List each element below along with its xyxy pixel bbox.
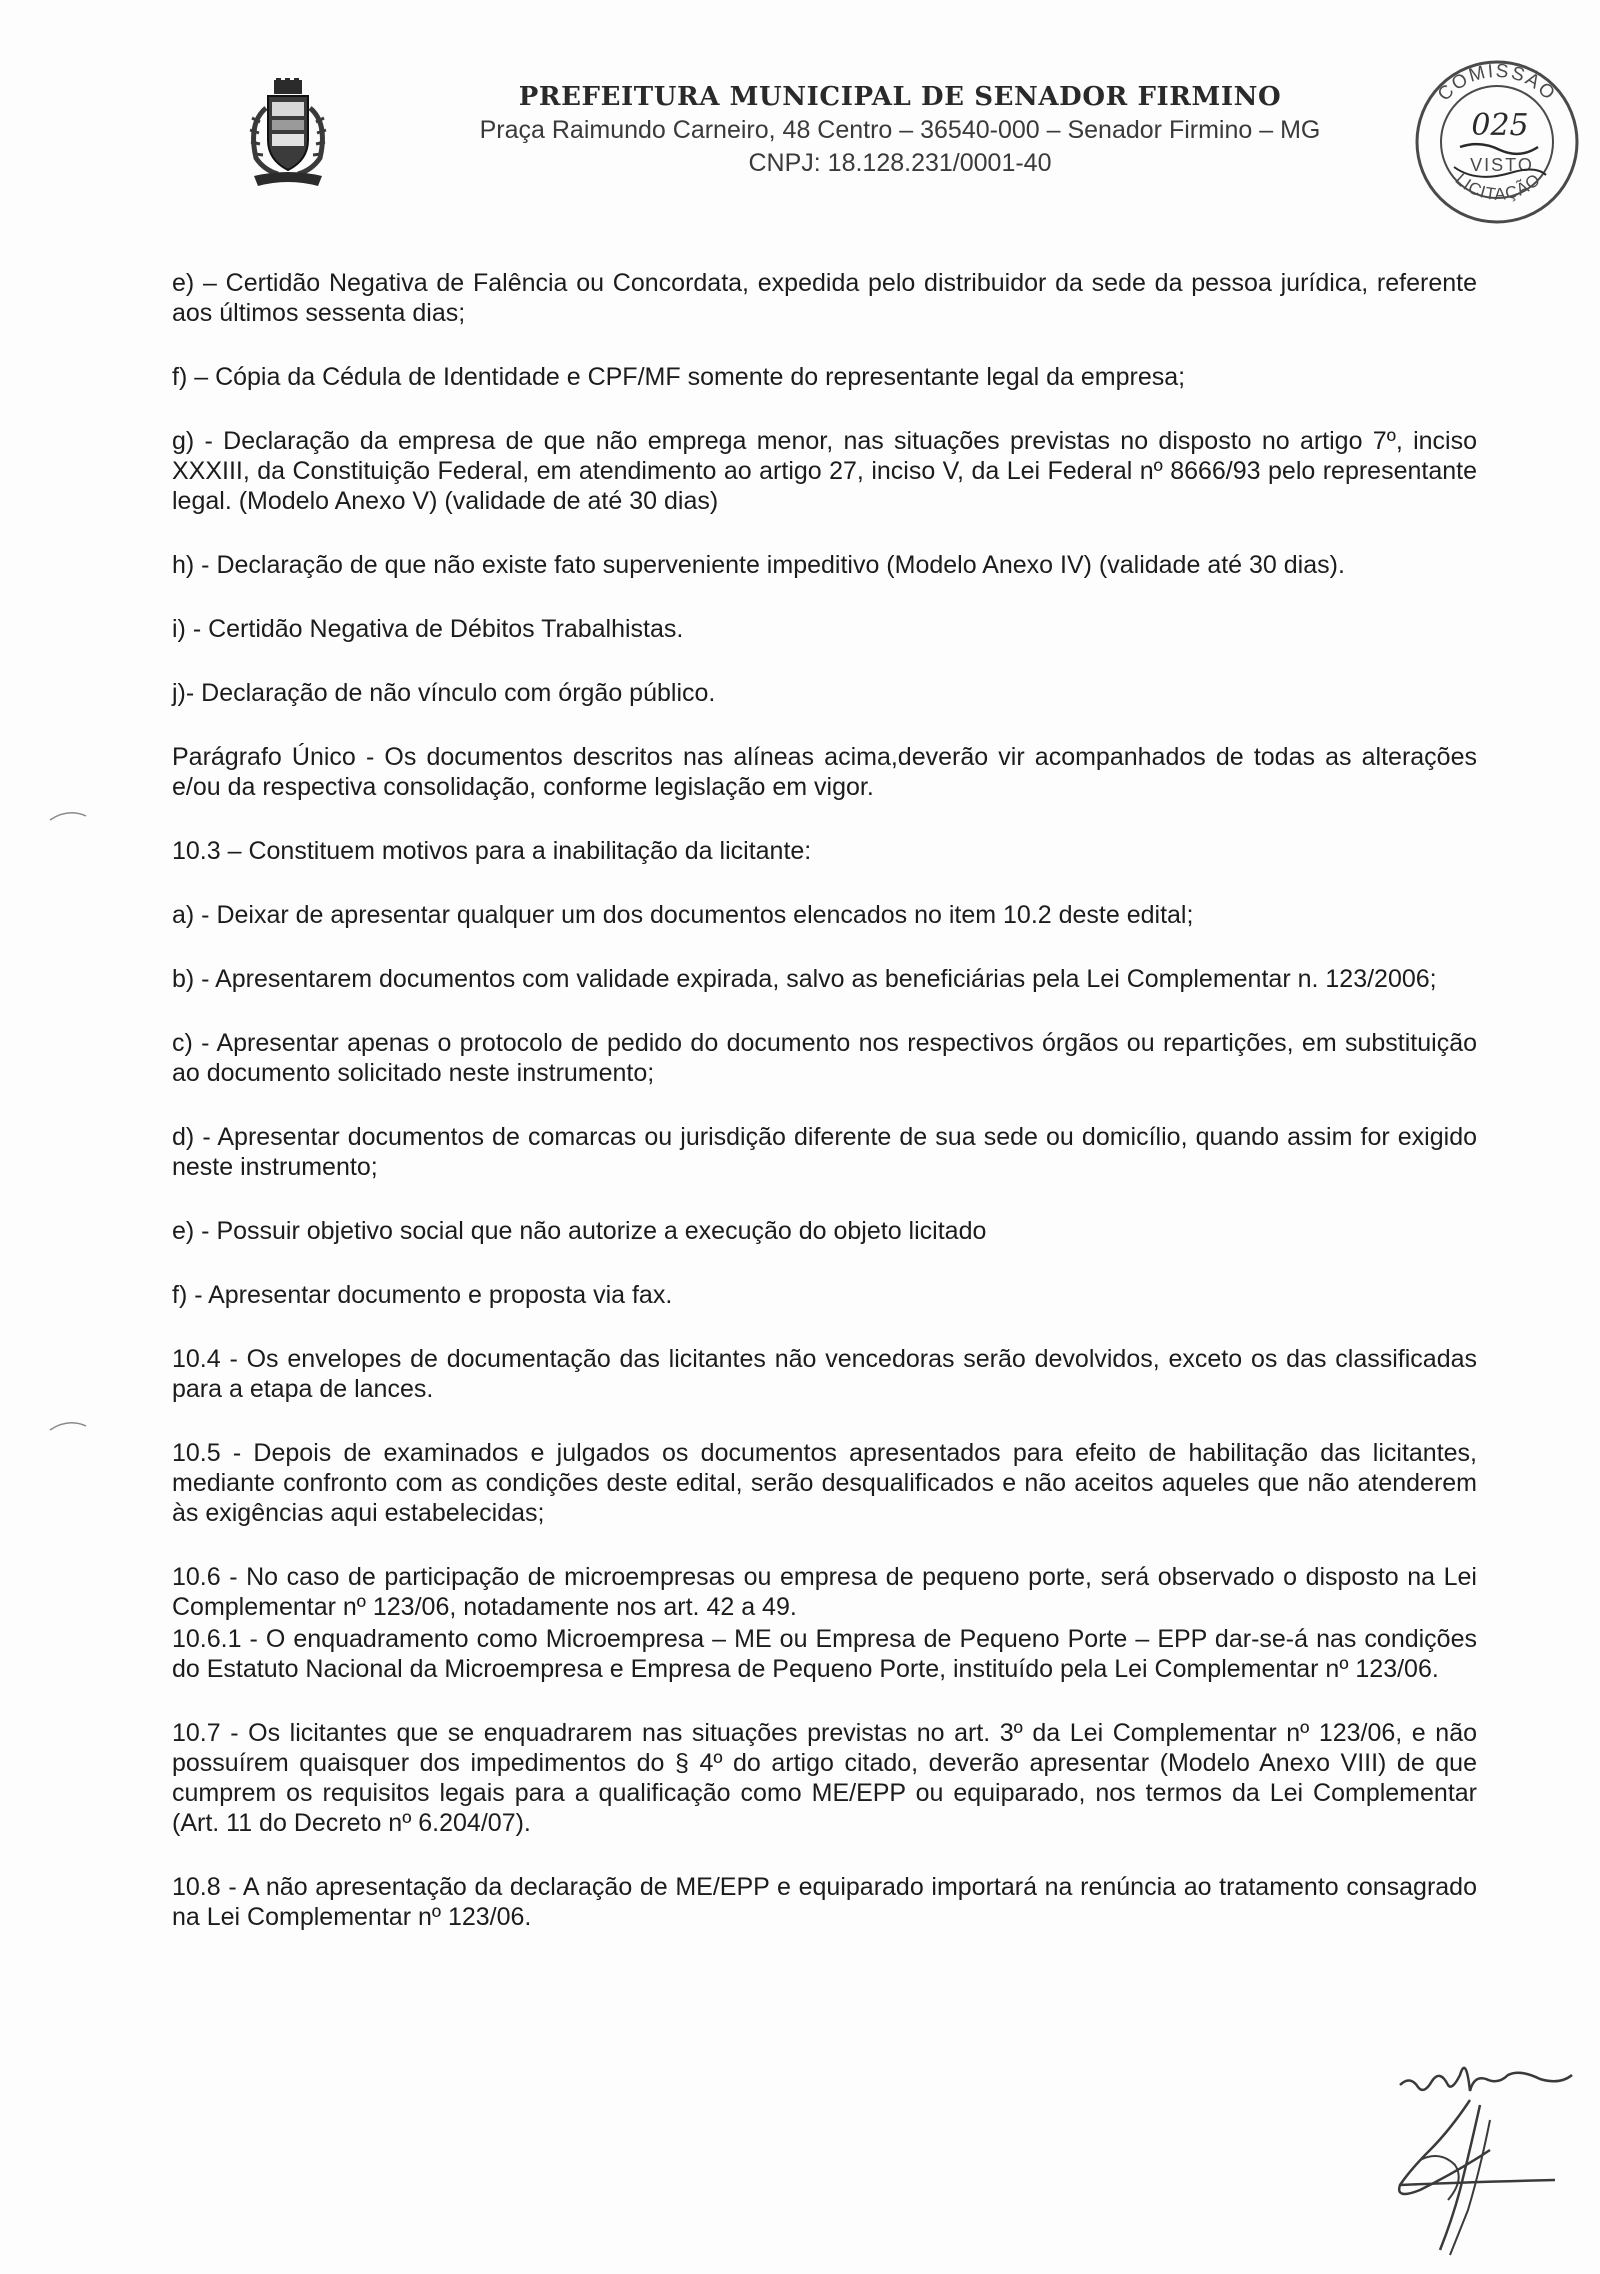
section-10-4: 10.4 - Os envelopes de documentação das licitantes não vencedoras serão devolvidos, exceto os das classificadas para a etapa de lances. bbox=[172, 1345, 1477, 1403]
clause-10-3-a: a) - Deixar de apresentar qualquer um dos documentos elencados no item 10.2 deste edital; bbox=[172, 901, 1194, 929]
section-10-7: 10.7 - Os licitantes que se enquadrarem nas situações previstas no art. 3º da Lei Complementar nº 123/06, e não possuírem quaisquer dos impedimentos do § 4º do artigo citado, deverão apresentar (Modelo Anexo VIII) de que cumprem os requisitos legais para a qualificação como ME/EPP ou equiparado, nos termos da Lei Complementar (Art. 11 do Decreto nº 6.204/07). bbox=[172, 1719, 1477, 1837]
stamp-middle-text: VISTO bbox=[1470, 155, 1534, 175]
clause-10-3-f: f) - Apresentar documento e proposta via fax. bbox=[172, 1281, 673, 1309]
clause-e-bankruptcy-certificate: e) – Certidão Negativa de Falência ou Concordata, expedida pelo distribuidor da sede da pessoa jurídica, referente aos últimos sessenta dias; bbox=[172, 269, 1477, 327]
clause-h-impediment-declaration: h) - Declaração de que não existe fato superveniente impeditivo (Modelo Anexo IV) (validade até 30 dias). bbox=[172, 551, 1345, 579]
section-10-3-heading: 10.3 – Constituem motivos para a inabilitação da licitante: bbox=[172, 837, 812, 865]
margin-mark-icon bbox=[48, 808, 88, 822]
organization-cnpj: CNPJ: 18.128.231/0001-40 bbox=[748, 149, 1052, 177]
section-10-8: 10.8 - A não apresentação da declaração de ME/EPP e equiparado importará na renúncia ao tratamento consagrado na Lei Complementar nº 123/06. bbox=[172, 1873, 1477, 1931]
clause-j-no-public-link-declaration: j)- Declaração de não vínculo com órgão público. bbox=[172, 679, 716, 707]
clause-10-3-c: c) - Apresentar apenas o protocolo de pedido do documento nos respectivos órgãos ou repartições, em substituição ao documento solicitado neste instrumento; bbox=[172, 1029, 1477, 1087]
section-10-6: 10.6 - No caso de participação de microempresas ou empresa de pequeno porte, será observado o disposto na Lei Complementar nº 123/06, notadamente nos art. 42 a 49. bbox=[172, 1563, 1477, 1621]
clause-10-3-e: e) - Possuir objetivo social que não autorize a execução do objeto licitado bbox=[172, 1217, 987, 1245]
clause-10-3-b: b) - Apresentarem documentos com validade expirada, salvo as beneficiárias pela Lei Complementar n. 123/2006; bbox=[172, 965, 1437, 993]
municipal-crest-icon bbox=[238, 78, 338, 190]
svg-text:COMISSÃO bbox=[1434, 61, 1560, 106]
margin-mark-icon bbox=[48, 1418, 88, 1432]
clause-10-3-d: d) - Apresentar documentos de comarcas ou jurisdição diferente de sua sede ou domicílio, quando assim for exigido neste instrumento; bbox=[172, 1123, 1477, 1181]
clause-f-identity-copy: f) – Cópia da Cédula de Identidade e CPF/MF somente do representante legal da empresa; bbox=[172, 363, 1186, 391]
section-10-6-1: 10.6.1 - O enquadramento como Microempresa – ME ou Empresa de Pequeno Porte – EPP dar-se-á nas condições do Estatuto Nacional da Microempresa e Empresa de Pequeno Porte, instituído pela Lei Complementar nº 123/06. bbox=[172, 1625, 1477, 1683]
handwritten-signature-icon bbox=[1360, 2090, 1560, 2260]
clause-g-minor-employment-declaration: g) - Declaração da empresa de que não emprega menor, nas situações previstas no disposto no artigo 7º, inciso XXXIII, da Constituição Federal, em atendimento ao artigo 27, inciso V, da Lei Federal nº 8666/93 pelo representante legal. (Modelo Anexo V) (validade de até 30 dias) bbox=[172, 427, 1477, 515]
document-body bbox=[172, 268, 1477, 1966]
organization-address: Praça Raimundo Carneiro, 48 Centro – 36540-000 – Senador Firmino – MG bbox=[479, 116, 1321, 144]
letterhead bbox=[420, 80, 1380, 180]
section-10-5: 10.5 - Depois de examinados e julgados os documentos apresentados para efeito de habilitação das licitantes, mediante confronto com as condições deste edital, serão desqualificados e não aceitos aqueles que não atenderem às exigências aqui estabelecidas; bbox=[172, 1439, 1477, 1527]
stamp-top-text: COMISSÃO bbox=[1433, 60, 1561, 106]
stamp-bottom-text: LICITAÇÃO bbox=[1451, 169, 1545, 204]
commission-stamp bbox=[1410, 55, 1585, 230]
sole-paragraph: Parágrafo Único - Os documentos descritos nas alíneas acima,deverão vir acompanhados de todas as alterações e/ou da respectiva consolidação, conforme legislação em vigor. bbox=[172, 743, 1477, 801]
stamp-number: 025 bbox=[1471, 108, 1529, 143]
organization-name: PREFEITURA MUNICIPAL DE SENADOR FIRMINO bbox=[518, 82, 1282, 112]
clause-i-labor-debts-certificate: i) - Certidão Negativa de Débitos Trabalhistas. bbox=[172, 615, 684, 643]
